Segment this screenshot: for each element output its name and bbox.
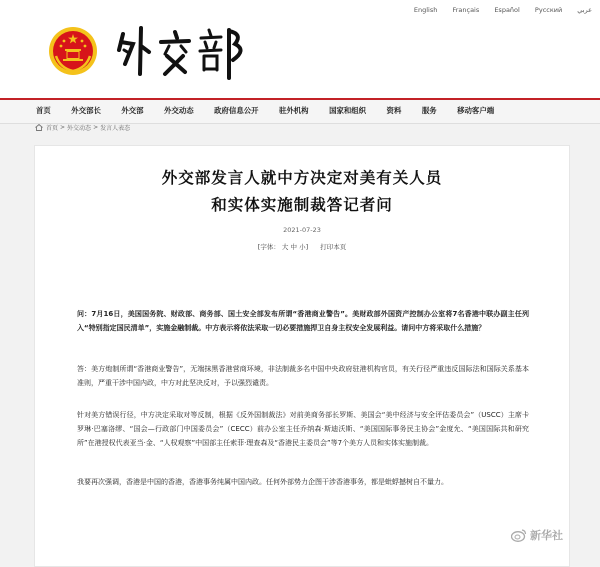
site-header [0,0,600,98]
font-size-label: [字体： [257,243,280,251]
nav-item-news[interactable]: 外交动态 [164,106,194,115]
main-nav [0,98,600,124]
xinhua-watermark [511,527,563,543]
watermark-text: 新华社 [530,529,563,542]
nav-item-ministry[interactable]: 外交部 [121,106,144,115]
breadcrumb-separator: > [93,124,99,131]
breadcrumb-separator: > [60,124,66,131]
article-answer-paragraph: 我要再次强调，香港是中国的香港，香港事务纯属中国内政。任何外部势力企图干涉香港事务，都是蚍蜉撼树自不量力。 [77,478,448,486]
nav-item-countries[interactable]: 国家和组织 [329,106,367,115]
weibo-icon [511,528,527,542]
ministry-calligraphy-logo[interactable] [113,22,253,82]
nav-item-services[interactable]: 服务 [421,106,437,115]
nav-item-home[interactable]: 首页 [36,106,51,115]
article-card [34,145,570,567]
nav-item-mobile[interactable]: 移动客户端 [457,106,495,115]
font-size-small[interactable]: 小] [299,243,309,251]
breadcrumb-home[interactable]: 首页 [46,125,59,132]
lang-spanish[interactable]: Español [494,6,520,14]
home-icon[interactable] [35,124,43,131]
breadcrumb [35,123,130,132]
font-size-medium[interactable]: 中 [290,243,297,251]
article-answer-paragraph: 针对美方错误行径，中方决定采取对等反制，根据《反外国制裁法》对前美商务部长罗斯、美国会“美中经济与安全评估委员会”（USCC）主席卡罗琳·巴塞洛缪、“国会—行政部门中国委员会”（CECC）前办公室主任乔纳森·斯迪沃斯、“美国国际事务民主协会”金度允、“美国国际共和研究所”在港授权代表亚当·金、“人权观察”中国部主任索菲·理查森及“香港民主委员会”等7个美方人员和实体实施制裁。 [77,411,529,447]
lang-russian[interactable]: Русский [534,6,563,14]
article-date: 2021-07-23 [283,226,321,234]
language-bar [401,6,592,14]
nav-item-gov-info[interactable]: 政府信息公开 [214,106,259,115]
article-title-line1: 外交部发言人就中方决定对美有关人员 [161,169,443,187]
lang-french[interactable]: Français [452,6,480,14]
article-tools [35,242,569,251]
print-page-link[interactable]: 打印本页 [320,243,347,251]
nav-item-missions[interactable]: 驻外机构 [279,106,309,115]
lang-arabic[interactable]: عربي [577,6,592,14]
national-emblem-icon[interactable] [48,26,98,76]
breadcrumb-news[interactable]: 外交动态 [67,125,92,132]
breadcrumb-current[interactable]: 发言人表态 [100,125,131,132]
nav-item-minister[interactable]: 外交部长 [71,106,101,115]
article-title-line2: 和实体实施制裁答记者问 [211,196,393,214]
lang-english[interactable]: English [413,6,438,14]
article-answer-paragraph: 答：美方炮制所谓“香港商业警告”，无端抹黑香港营商环境，非法制裁多名中国中央政府驻港机构官员，有关行径严重违反国际法和国际关系基本准则，严重干涉中国内政，中方对此坚决反对，予以强烈谴责。 [77,365,529,387]
nav-item-resources[interactable]: 资料 [386,106,402,115]
font-size-large[interactable]: 大 [281,243,289,251]
article-question: 问：7月16日，美国国务院、财政部、商务部、国土安全部发布所谓“香港商业警告”。美财政部外国资产控制办公室将7名香港中联办副主任列入“特别指定国民清单”，实施金融制裁。中方表示将依法采取一切必要措施捍卫自身主权安全发展利益。请问中方将采取什么措施？ [77,310,529,332]
